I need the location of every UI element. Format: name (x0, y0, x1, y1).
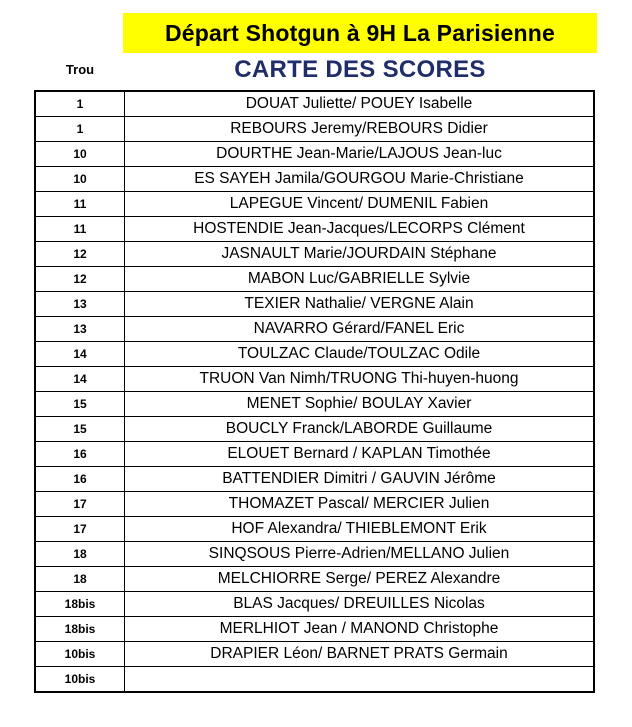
hole-number-cell: 10 (35, 142, 125, 167)
table-row (35, 142, 594, 167)
hole-number-cell: 10 (35, 167, 125, 192)
table-row (35, 91, 594, 117)
player-pair-cell: ES SAYEH Jamila/GOURGOU Marie-Christiane (125, 167, 595, 192)
hole-number-cell: 1 (35, 117, 125, 142)
player-pair-cell: DOURTHE Jean-Marie/LAJOUS Jean-luc (125, 142, 595, 167)
hole-number-cell: 18bis (35, 592, 125, 617)
hole-number-cell: 12 (35, 267, 125, 292)
hole-number-cell: 18 (35, 542, 125, 567)
hole-number-cell: 18 (35, 567, 125, 592)
hole-number-cell: 16 (35, 442, 125, 467)
player-pair-cell: BATTENDIER Dimitri / GAUVIN Jérôme (125, 467, 595, 492)
hole-number-cell: 17 (35, 517, 125, 542)
player-pair-cell: HOSTENDIE Jean-Jacques/LECORPS Clément (125, 217, 595, 242)
table-row (35, 117, 594, 142)
hole-number-cell: 13 (35, 292, 125, 317)
player-pair-cell: TRUON Van Nimh/TRUONG Thi-huyen-huong (125, 367, 595, 392)
table-row (35, 242, 594, 267)
hole-number-cell: 11 (35, 217, 125, 242)
hole-number-cell: 12 (35, 242, 125, 267)
hole-number-cell: 1 (35, 91, 125, 117)
player-pair-cell: MELCHIORRE Serge/ PEREZ Alexandre (125, 567, 595, 592)
player-pair-cell: MERLHIOT Jean / MANOND Christophe (125, 617, 595, 642)
player-pair-cell: DOUAT Juliette/ POUEY Isabelle (125, 91, 595, 117)
player-pair-cell: TEXIER Nathalie/ VERGNE Alain (125, 292, 595, 317)
player-pair-cell (125, 667, 595, 693)
hole-number-cell: 17 (35, 492, 125, 517)
player-pair-cell: NAVARRO Gérard/FANEL Eric (125, 317, 595, 342)
hole-number-cell: 10bis (35, 642, 125, 667)
table-row (35, 317, 594, 342)
table-row (35, 342, 594, 367)
page-title: CARTE DES SCORES (234, 56, 486, 83)
table-row (35, 592, 594, 617)
table-row (35, 442, 594, 467)
table-row (35, 492, 594, 517)
table-row (35, 642, 594, 667)
table-row (35, 567, 594, 592)
hole-column-label: Trou (65, 62, 95, 77)
player-pair-cell: MENET Sophie/ BOULAY Xavier (125, 392, 595, 417)
pairings-table-body (35, 91, 594, 692)
hole-number-cell: 14 (35, 342, 125, 367)
hole-number-cell: 15 (35, 417, 125, 442)
player-pair-cell: REBOURS Jeremy/REBOURS Didier (125, 117, 595, 142)
hole-number-cell: 10bis (35, 667, 125, 693)
table-row (35, 417, 594, 442)
hole-number-cell: 11 (35, 192, 125, 217)
table-row (35, 267, 594, 292)
table-row (35, 467, 594, 492)
hole-number-cell: 15 (35, 392, 125, 417)
player-pair-cell: BLAS Jacques/ DREUILLES Nicolas (125, 592, 595, 617)
table-row (35, 367, 594, 392)
player-pair-cell: HOF Alexandra/ THIEBLEMONT Erik (125, 517, 595, 542)
table-row (35, 167, 594, 192)
player-pair-cell: BOUCLY Franck/LABORDE Guillaume (125, 417, 595, 442)
hole-number-cell: 16 (35, 467, 125, 492)
table-row (35, 217, 594, 242)
table-row (35, 292, 594, 317)
player-pair-cell: DRAPIER Léon/ BARNET PRATS Germain (125, 642, 595, 667)
table-row (35, 392, 594, 417)
table-row (35, 517, 594, 542)
player-pair-cell: ELOUET Bernard / KAPLAN Timothée (125, 442, 595, 467)
table-row (35, 192, 594, 217)
shotgun-start-banner: Départ Shotgun à 9H La Parisienne (123, 13, 597, 53)
player-pair-cell: JASNAULT Marie/JOURDAIN Stéphane (125, 242, 595, 267)
player-pair-cell: LAPEGUE Vincent/ DUMENIL Fabien (125, 192, 595, 217)
player-pair-cell: MABON Luc/GABRIELLE Sylvie (125, 267, 595, 292)
table-row (35, 617, 594, 642)
hole-number-cell: 14 (35, 367, 125, 392)
table-row (35, 542, 594, 567)
hole-number-cell: 18bis (35, 617, 125, 642)
player-pair-cell: SINQSOUS Pierre-Adrien/MELLANO Julien (125, 542, 595, 567)
hole-number-cell: 13 (35, 317, 125, 342)
table-row (35, 667, 594, 693)
player-pair-cell: TOULZAC Claude/TOULZAC Odile (125, 342, 595, 367)
player-pair-cell: THOMAZET Pascal/ MERCIER Julien (125, 492, 595, 517)
pairings-table (34, 90, 595, 693)
